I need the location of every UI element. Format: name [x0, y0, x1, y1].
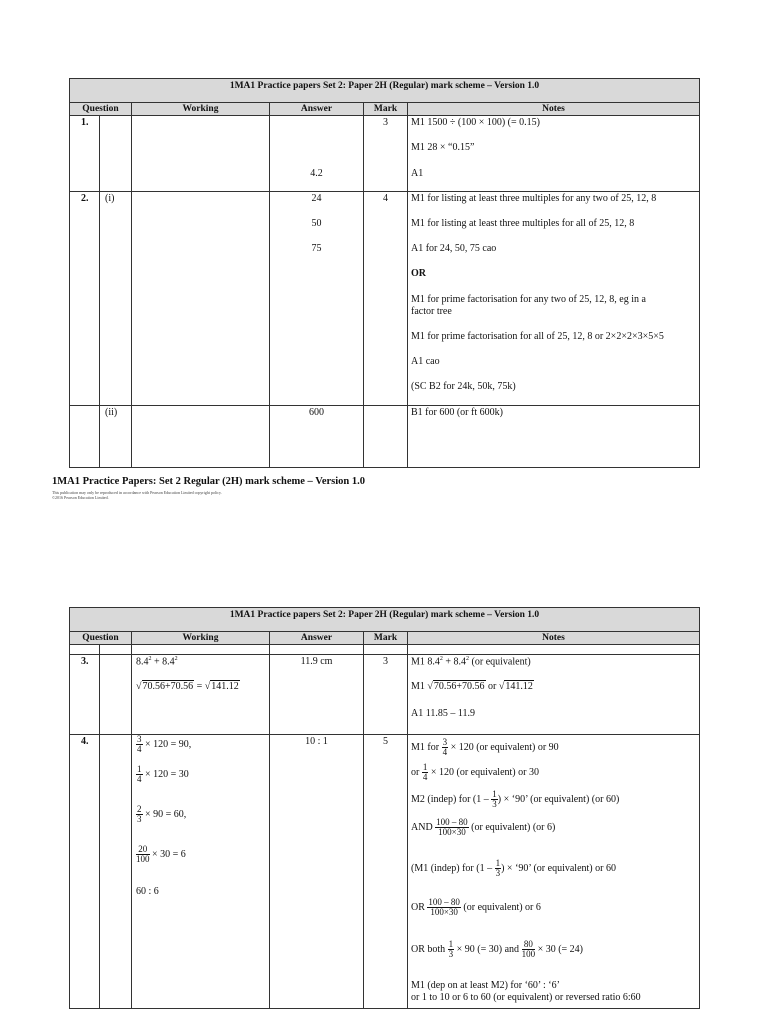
answer: 4.2 [310, 168, 323, 179]
note: M1 for listing at least three multiples for all of 25, 12, 8 [411, 218, 635, 229]
table-row-q3 [70, 655, 700, 735]
table-row-q2-i [70, 192, 700, 406]
answer: 50 [311, 218, 322, 229]
header-mark: Mark [364, 632, 408, 645]
note: or $\frac{1}{4}$ × 120 (or equivalent) or 30 [411, 762, 539, 782]
note: M1 for listing at least three multiples for any two of 25, 12, 8 [411, 193, 657, 204]
question-part: (ii) [105, 407, 118, 418]
note: OR both $\frac{1}{3}$ × 90 (= 30) and $\frac{80}{100}$ × 30 (= 24) [411, 939, 584, 959]
header-question: Question [70, 632, 132, 645]
working-line: $\frac{1}{4}$ × 120 = 30 [137, 764, 189, 784]
question-part: (i) [105, 193, 115, 204]
answer: 10 : 1 [305, 736, 328, 747]
working-line: $\frac{2}{3}$ × 90 = 60, [137, 804, 187, 824]
note: M1 $8.4^2 + 8.4^2$ (or equivalent) [411, 656, 531, 668]
header-notes: Notes [408, 103, 700, 116]
answer: 24 [311, 193, 322, 204]
question-number: 1. [81, 117, 89, 128]
working-line: $8.4^2 + 8.4^2$ [136, 656, 178, 668]
table-row-q2-ii [70, 406, 700, 468]
header-working: Working [132, 632, 270, 645]
mark-scheme-page-1 [69, 78, 699, 468]
mark: 3 [383, 656, 388, 667]
note: (M1 (indep) for (1 – $\frac{1}{3}$ ) × ‘90’ (or equivalent) or 60 [411, 858, 616, 878]
spacer-row [70, 645, 700, 655]
question-number: 4. [81, 736, 89, 747]
note: M1 for prime factorisation for any two of 25, 12, 8, eg in a [411, 294, 646, 305]
mark-scheme-table-2 [69, 607, 700, 1009]
note: A1 cao [411, 356, 440, 367]
note: M1 for prime factorisation for all of 25, 12, 8 or 2×2×2×3×5×5 [411, 331, 664, 342]
note: A1 [411, 168, 424, 179]
mark-scheme-table-1 [69, 78, 700, 468]
note: factor tree [411, 306, 452, 317]
note: B1 for 600 (or ft 600k) [411, 407, 503, 418]
mark: 3 [383, 117, 388, 128]
header-question: Question [70, 103, 132, 116]
note: M2 (indep) for (1 – $\frac{1}{3}$ ) × ‘90’ (or equivalent) (or 60) [411, 789, 620, 809]
header-notes: Notes [408, 632, 700, 645]
note: M1 for $\frac{3}{4}$ × 120 (or equivalent) or 90 [411, 737, 559, 757]
table-row-q1 [70, 116, 700, 192]
answer: 11.9 cm [300, 656, 333, 667]
table-row-q4 [70, 735, 700, 1009]
note: (SC B2 for 24k, 50k, 75k) [411, 381, 516, 392]
note: M1 (dep on at least M2) for ‘60’ : ‘6’ [411, 980, 560, 991]
footer-copyright-policy: This publication may only be reproduced in accordance with Pearson Education Limited copyright policy. [52, 490, 222, 495]
mark: 4 [383, 193, 388, 204]
working-line: 60 : 6 [136, 886, 159, 897]
header-working: Working [132, 103, 270, 116]
mark: 5 [383, 736, 388, 747]
working-line: √70.56+70.56 = √141.12 [136, 681, 239, 692]
answer: 600 [309, 407, 324, 418]
note: M1 1500 ÷ (100 × 100) (= 0.15) [411, 117, 540, 128]
footer-title: 1MA1 Practice Papers: Set 2 Regular (2H) mark scheme – Version 1.0 [52, 476, 365, 487]
table-title: 1MA1 Practice papers Set 2: Paper 2H (Regular) mark scheme – Version 1.0 [70, 79, 700, 103]
footer-copyright: ©2016 Pearson Education Limited. [52, 495, 109, 500]
note: OR $\frac{100 - 80}{100\times 30}$ (or equivalent) or 6 [411, 897, 541, 917]
answer: 75 [311, 243, 322, 254]
note: or 1 to 10 or 6 to 60 (or equivalent) or reversed ratio 6:60 [411, 992, 641, 1003]
note: A1 for 24, 50, 75 cao [411, 243, 497, 254]
working-line: $\frac{3}{4}$ × 120 = 90, [137, 734, 192, 754]
mark-scheme-page-2 [69, 607, 699, 1009]
question-number: 3. [81, 656, 89, 667]
note: A1 11.85 – 11.9 [411, 708, 475, 719]
note: M1 √70.56+70.56 or √141.12 [411, 681, 533, 692]
note-or: OR [411, 268, 426, 279]
working-line: $\frac{20}{100}$ × 30 = 6 [136, 844, 186, 864]
note: M1 28 × “0.15” [411, 142, 475, 153]
header-answer: Answer [270, 632, 364, 645]
header-answer: Answer [270, 103, 364, 116]
table-title: 1MA1 Practice papers Set 2: Paper 2H (Regular) mark scheme – Version 1.0 [70, 608, 700, 632]
note: AND $\frac{100 - 80}{100\times 30}$ (or equivalent) (or 6) [411, 817, 556, 837]
question-number: 2. [81, 193, 89, 204]
header-mark: Mark [364, 103, 408, 116]
